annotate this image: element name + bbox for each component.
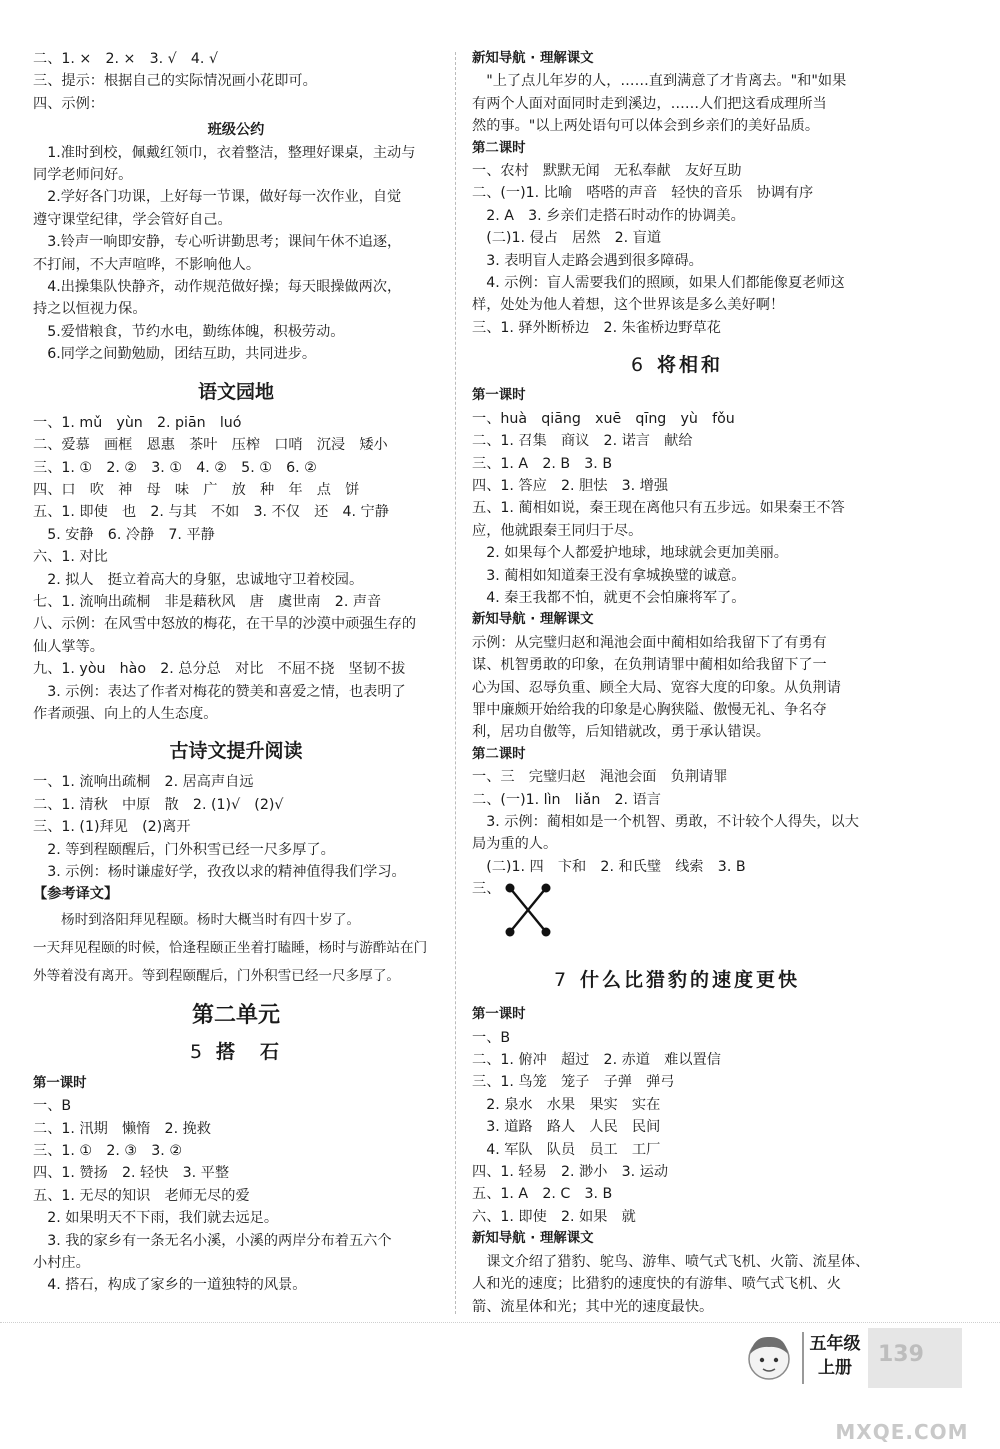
- footer-badge: [740, 1328, 962, 1388]
- answer-line: 五、1. 即使 也 2. 与其 不如 3. 不仅 还 4. 宁静: [33, 504, 389, 521]
- answer-line: 持之以恒视力保。: [33, 301, 147, 318]
- watermark: [812, 1392, 992, 1446]
- answer-line: 二、1. 俯冲 超过 2. 赤道 难以置信: [472, 1052, 721, 1069]
- answer-line: 4. 示例：盲人需要我们的照顾，如果人们都能像夏老师这: [472, 275, 845, 292]
- watermark-text: MXQE.COM: [835, 1420, 969, 1444]
- section-heading-gushi: 古诗文提升阅读: [169, 740, 303, 763]
- answer-line: 六、1. 对比: [33, 549, 108, 566]
- guide-answers: [472, 632, 882, 744]
- guide-label: 新知导航 · 理解课文: [472, 51, 594, 66]
- answer-line: 七、1. 流响出疏桐 非是藉秋风 唐 虞世南 2. 声音: [33, 593, 382, 610]
- lesson-title: 搭 石: [216, 1040, 283, 1063]
- answer-line: 三、1. A 2. B 3. B: [472, 455, 613, 472]
- answer-line: 样，处处为他人着想，这个世界该是多么美好啊！: [472, 297, 785, 314]
- answer-line: 一、B: [472, 1029, 511, 1046]
- answer-line: 四、1. 答应 2. 胆怯 3. 增强: [472, 477, 669, 494]
- lesson6-period2-answers: [472, 766, 882, 878]
- page-number: 139: [878, 1342, 924, 1367]
- lesson6-answers: [472, 408, 882, 610]
- grade-line: 五年级: [809, 1334, 861, 1354]
- lesson-number: 6: [630, 354, 644, 377]
- guide-answers: [472, 70, 882, 137]
- gushi-answers: [33, 771, 439, 883]
- lesson-heading-7: [472, 968, 882, 992]
- answer-line: 二、爱慕 画框 恩惠 茶叶 压榨 口哨 沉浸 矮小: [33, 437, 388, 454]
- answer-line: 1.准时到校，佩戴红领巾，衣着整洁，整理好课桌，主动与: [33, 144, 416, 161]
- answer-line: 二、(一)1. 比喻 嗒嗒的声音 轻快的音乐 协调有序: [472, 185, 814, 202]
- matching-diagram-icon: [502, 880, 554, 940]
- period-label: 第一课时: [33, 1075, 87, 1091]
- answer-line: 应，他就跟秦王同归于尽。: [472, 522, 643, 539]
- answer-line: 罪中廉颇开始给我的印象是心胸狭隘、傲慢无礼、争名夺: [472, 701, 827, 718]
- answer-line: 3.铃声一响即安静，专心听讲勤思考；课间午休不追逐，: [33, 234, 402, 251]
- answer-line: 二、(一)1. lìn liǎn 2. 语言: [472, 791, 661, 808]
- reference-translation: [33, 906, 439, 990]
- guide-answers: [472, 1251, 882, 1318]
- answer-line: 2. 拟人 挺立着高大的身躯，忠诚地守卫着校园。: [33, 571, 364, 588]
- translation-paragraph: 杨时到洛阳拜见程颐。杨时大概当时有四十岁了。: [61, 911, 361, 928]
- answer-line: 四、1. 赞扬 2. 轻快 3. 平整: [33, 1165, 230, 1182]
- answer-line: 一、B: [33, 1098, 72, 1115]
- answer-line: 心为国、忍辱负重、顾全大局、宽容大度的印象。从负荆请: [472, 679, 841, 696]
- answer-line: 五、1. 无尽的知识 老师无尽的爱: [33, 1187, 250, 1204]
- footer-rule: [0, 1322, 1000, 1324]
- period-label: 第一课时: [472, 1007, 526, 1023]
- answer-line: 六、1. 即使 2. 如果 就: [472, 1208, 636, 1225]
- answer-line: 5.爱惜粮食，节约水电，勤练体魄，积极劳动。: [33, 323, 345, 340]
- answer-line: 2.学好各门功课，上好每一节课，做好每一次作业，自觉: [33, 189, 402, 206]
- answer-line: 人和光的速度；比猎豹的速度快的有游隼、喷气式飞机、火: [472, 1276, 841, 1293]
- lesson-title: 将相和: [657, 354, 724, 377]
- answer-line: 不打闹，不大声喧哗，不影响他人。: [33, 256, 261, 273]
- period-label: 第二课时: [472, 746, 526, 762]
- answer-line: 五、1. A 2. C 3. B: [472, 1186, 613, 1203]
- answer-line: 五、1. 蔺相如说，秦王现在离他只有五步远。如果秦王不答: [472, 500, 845, 517]
- reference-translation-label: 【参考译文】: [33, 886, 119, 903]
- answer-line: 二、1. 召集 商议 2. 诺言 献给: [472, 433, 693, 450]
- answer-line: 八、示例：在风雪中怒放的梅花，在干旱的沙漠中顽强生存的: [33, 616, 417, 633]
- answer-line: 作者顽强、向上的人生态度。: [33, 705, 218, 722]
- answer-line: 有两个人面对面同时走到溪边，……人们把这看成理所当: [472, 95, 827, 112]
- answer-line: 三、1. ① 2. ③ 3. ②: [33, 1143, 183, 1160]
- lesson-heading-5: [33, 1040, 439, 1064]
- page-number-box: [868, 1328, 962, 1388]
- answer-line: 三、1. ① 2. ② 3. ① 4. ② 5. ① 6. ②: [33, 459, 317, 476]
- answer-line: 一、1. 流响出疏桐 2. 居高声自远: [33, 774, 254, 791]
- answer-line: 二、1. × 2. × 3. √ 4. √: [33, 51, 218, 67]
- volume-line: 上册: [818, 1358, 852, 1378]
- guide-label: 新知导航 · 理解课文: [472, 612, 594, 628]
- answer-line: 仙人掌等。: [33, 638, 104, 655]
- lesson5-answers: [33, 1095, 439, 1297]
- answer-line: 2. 等到程颐醒后，门外积雪已经一尺多厚了。: [33, 841, 335, 858]
- answer-line: 四、1. 轻易 2. 渺小 3. 运动: [472, 1164, 669, 1181]
- answer-line: 3. 蔺相如知道秦王没有拿城换璧的诚意。: [472, 567, 746, 584]
- answer-line: 4. 秦王我都不怕，就更不会怕廉将军了。: [472, 589, 746, 606]
- answer-line: 三、提示：根据自己的实际情况画小花即可。: [33, 73, 317, 90]
- answer-line: 5. 安静 6. 冷静 7. 平静: [33, 526, 215, 543]
- answer-line: 3. 示例：杨时谦虚好学，孜孜以求的精神值得我们学习。: [33, 864, 406, 880]
- answer-line: 局为重的人。: [472, 836, 558, 853]
- lesson5-period2-answers: [472, 160, 882, 339]
- answer-line: 利，居功自傲等，后知错就改，勇于承认错误。: [472, 724, 770, 741]
- answer-line: 2. 泉水 水果 果实 实在: [472, 1096, 661, 1113]
- yuwen-answers: [33, 412, 439, 726]
- answer-line: 2. A 3. 乡亲们走搭石时动作的协调美。: [472, 207, 745, 224]
- left-column: [33, 48, 439, 1297]
- answer-line: (二)1. 四 卞和 2. 和氏璧 线索 3. B: [472, 858, 746, 875]
- answer-line: 四、口 吹 神 母 味 广 放 种 年 点 饼: [33, 481, 360, 498]
- answer-line: 四、示例：: [33, 95, 104, 112]
- lesson-title: 什么比猎豹的速度更快: [580, 969, 801, 992]
- answer-line: 3. 示例：表达了作者对梅花的赞美和喜爱之情，也表明了: [33, 683, 406, 700]
- translation-paragraph: 一天拜见程颐的时候，恰逢程颐正坐着打瞌睡，杨时与游酢站在门外等着没有离开。等到程颐醒后，门外积雪已经一尺多厚了。: [33, 939, 428, 984]
- grade-label: [802, 1332, 866, 1384]
- answer-line: 二、1. 汛期 懒惰 2. 挽救: [33, 1120, 211, 1137]
- answer-line: 九、1. yòu hào 2. 总分总 对比 不屈不挠 坚韧不拔: [33, 661, 406, 678]
- child-avatar-icon: [740, 1328, 798, 1386]
- answer-line: 三、1. 鸟笼 笼子 子弹 弹弓: [472, 1074, 675, 1091]
- period-label: 第二课时: [472, 140, 526, 156]
- answer-line: 课文介绍了猎豹、鸵鸟、游隼、喷气式飞机、火箭、流星体、: [472, 1253, 870, 1270]
- answer-line: 然的事。"以上两处语句可以体会到乡亲们的美好品质。: [472, 118, 820, 135]
- period-label: 第一课时: [472, 388, 526, 404]
- answer-line: 4. 军队 队员 员工 工厂: [472, 1141, 661, 1158]
- matching-answer: [472, 878, 882, 954]
- answer-line: 一、huà qiāng xuē qīng yù fǒu: [472, 410, 735, 427]
- answer-line: 谋、机智勇敢的印象，在负荆请罪中蔺相如给我留下了一: [472, 657, 827, 674]
- answer-line: 4. 搭石，构成了家乡的一道独特的风景。: [33, 1277, 307, 1294]
- answer-line: 遵守课堂纪律，学会管好自己。: [33, 211, 232, 228]
- answer-line: 2. 如果明天不下雨，我们就去远足。: [33, 1210, 279, 1227]
- lesson-heading-6: [472, 353, 882, 377]
- answer-line: 三、: [472, 881, 501, 898]
- column-divider: [455, 52, 456, 1314]
- answer-line: 6.同学之间勤勉励，团结互助，共同进步。: [33, 346, 317, 363]
- guide-label: 新知导航 · 理解课文: [472, 1231, 594, 1247]
- answer-line: 二、1. 清秋 中原 散 2. (1)√ (2)√: [33, 796, 284, 813]
- lesson7-answers: [472, 1027, 882, 1229]
- class-rules-title: 班级公约: [207, 122, 265, 139]
- answer-line: 一、三 完璧归赵 渑池会面 负荆请罪: [472, 769, 728, 786]
- answer-line: 小村庄。: [33, 1255, 90, 1272]
- answer-line: 三、1. (1)拜见 (2)离开: [33, 819, 191, 836]
- answer-line: 三、1. 驿外断桥边 2. 朱雀桥边野草花: [472, 319, 721, 336]
- right-column: [472, 48, 882, 1318]
- answer-line: 3. 道路 路人 人民 民间: [472, 1119, 661, 1136]
- answer-line: 示例：从完璧归赵和渑池会面中蔺相如给我留下了有勇有: [472, 634, 827, 651]
- answer-line: 2. 如果每个人都爱护地球，地球就会更加美丽。: [472, 545, 788, 562]
- answer-line: 箭、流星体和光；其中光的速度最快。: [472, 1298, 714, 1315]
- unit-heading: 第二单元: [191, 1002, 280, 1028]
- class-rules: [33, 142, 439, 366]
- lesson-number: 7: [553, 969, 567, 992]
- section-heading-yuwen: 语文园地: [197, 380, 274, 403]
- answer-line: 同学老师问好。: [33, 167, 133, 184]
- lesson-number: 5: [189, 1040, 203, 1063]
- answer-line: 3. 我的家乡有一条无名小溪，小溪的两岸分布着五六个: [33, 1232, 392, 1249]
- answer-line: 一、1. mǔ yùn 2. piān luó: [33, 414, 242, 431]
- answer-line: "上了点儿年岁的人，……直到满意了才肯离去。"和"如果: [472, 73, 847, 90]
- answer-line: 3. 示例：蔺相如是一个机智、勇敢，不计较个人得失，以大: [472, 814, 859, 830]
- answer-line: 一、农村 默默无闻 无私奉献 友好互助: [472, 163, 742, 180]
- answer-line: 3. 表明盲人走路会遇到很多障碍。: [472, 252, 703, 269]
- answer-line: (二)1. 侵占 居然 2. 盲道: [472, 230, 662, 247]
- answer-line: 4.出操集队快静齐，动作规范做好操；每天眼操做两次，: [33, 279, 402, 296]
- unit1-tail-answers: [33, 48, 439, 115]
